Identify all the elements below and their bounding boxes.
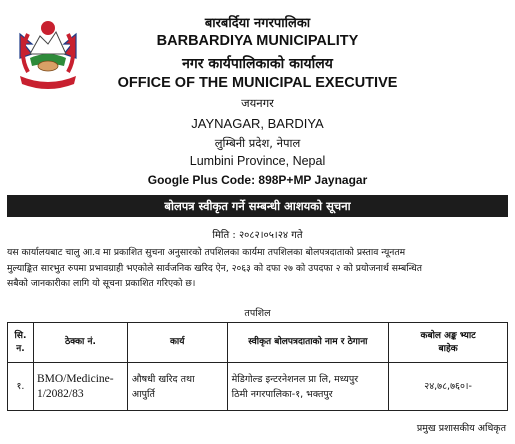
- cell-work-text: औषधी खरिद तथा आपुर्ति: [131, 373, 195, 400]
- place-en: JAYNAGAR, BARDIYA: [191, 116, 324, 131]
- province-np: लुम्बिनी प्रदेश, नेपाल: [214, 136, 301, 150]
- municipality-name-en: BARBARDIYA MUNICIPALITY: [156, 33, 359, 49]
- office-name-en: OFFICE OF THE MUNICIPAL EXECUTIVE: [117, 75, 398, 91]
- cell-amount: २४,७८,७६०।-: [389, 363, 508, 411]
- col-header-bidder: स्वीकृत बोलपत्रदाताको नाम र ठेगाना: [227, 323, 389, 363]
- cell-bidder: [227, 363, 389, 411]
- signatory-title: प्रमुख प्रशासकीय अधिकृत: [416, 423, 506, 434]
- col-header-contract-no: ठेक्का नं.: [33, 323, 127, 363]
- notice-body-line: मुल्याङ्कित सारभुत रुपमा प्रभावग्राही भएकोले सार्वजनिक खरिद ऐन, २०६३ को दफा २७ को उपदफा २ को प्रयोजनार्थ सम्बन्धित: [7, 262, 423, 274]
- municipality-name-np: बारबर्दिया नगरपालिका: [204, 16, 311, 31]
- table-header-row: [8, 323, 508, 363]
- cell-contract-no: [33, 363, 127, 411]
- notice-date: मिति : २०८२।०५।२४ गते: [212, 230, 303, 241]
- place-np: जयनगर: [241, 96, 274, 110]
- col-header-amount-text: कबोल अङ्क भ्याट बाहेक: [420, 330, 476, 354]
- notice-body-line: सबैको जानकारीका लागि यो सूचना प्रकाशित गरिएको छ।: [7, 278, 196, 289]
- notice-body-line: यस कार्यालयबाट चालु आ.व मा प्रकाशित सुचना अनुसारको तपशिलका कार्यमा तपशिलका बोलपत्रदाताको प्रस्ताव न्यूनतम: [7, 247, 406, 258]
- cell-contract-no-text: BMO/Medicine- 1/2082/83: [36, 372, 114, 400]
- col-header-sn: [8, 323, 34, 363]
- col-header-work: कार्य: [127, 323, 227, 363]
- notice-title-banner: बोलपत्र स्वीकृत गर्ने सम्बन्धी आशयको सूचना: [7, 195, 508, 217]
- col-header-amount: [389, 323, 508, 363]
- plus-code: Google Plus Code: 898P+MP Jaynagar: [147, 173, 368, 187]
- notice-body: [7, 245, 510, 292]
- contract-table: [7, 322, 508, 411]
- table-row: [8, 363, 508, 411]
- cell-work: [127, 363, 227, 411]
- office-name-np: नगर कार्यपालिकाको कार्यालय: [182, 56, 333, 72]
- col-header-sn-text: सि. न.: [14, 330, 27, 354]
- cell-sn: १.: [8, 363, 34, 411]
- province-en: Lumbini Province, Nepal: [189, 154, 326, 168]
- cell-bidder-text: मेडिगोल्ड इन्टरनेशनल प्रा लि, मध्यपुर ठिमी नगरपालिका-१, भक्तपुर: [231, 373, 359, 400]
- details-subheading: तपशिल: [244, 308, 271, 319]
